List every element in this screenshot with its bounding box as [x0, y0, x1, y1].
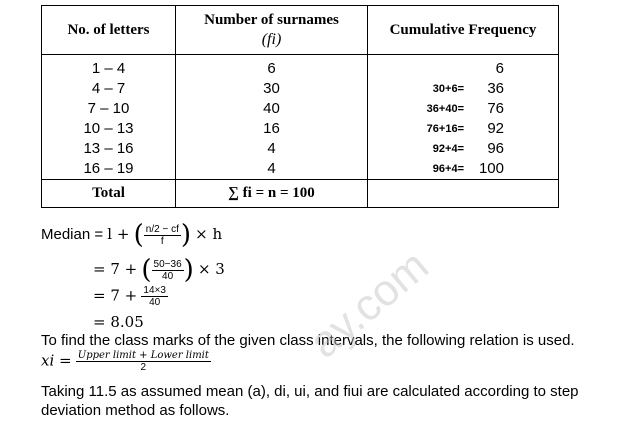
median-label: Median =	[41, 225, 104, 243]
cumulative-row	[368, 59, 558, 79]
total-empty-cell	[368, 180, 559, 208]
frequencies-cell	[176, 55, 368, 180]
cumulative-value: 100	[478, 160, 504, 177]
table-body-row	[42, 55, 559, 180]
frequency-table	[41, 5, 559, 208]
classmark-text: To find the class marks of the given class intervals, the following relation is used.	[41, 332, 575, 349]
interval-value: 16 – 19	[83, 160, 134, 177]
cumulative-value: 6	[495, 60, 504, 77]
step2-den: 40	[149, 297, 161, 308]
step-deviation-text-2: deviation method as follows.	[41, 402, 230, 419]
cumulative-calc	[398, 59, 464, 79]
interval-value: 10 – 13	[83, 120, 134, 137]
step1-prefix: = 7 +	[93, 259, 138, 278]
median-frac-den: f	[160, 235, 164, 247]
frequency-value: 30	[263, 80, 280, 97]
cumulative-list	[368, 55, 558, 179]
step1-times: × 3	[197, 259, 225, 278]
step1-fraction	[152, 259, 184, 282]
intervals-cell	[42, 55, 176, 180]
xi-formula-line	[41, 350, 211, 373]
frequency-value: 40	[263, 100, 280, 117]
cumulative-value: 92	[487, 120, 504, 137]
cumulative-value: 36	[487, 80, 504, 97]
median-step-2	[93, 285, 168, 308]
frequency-value: 6	[267, 60, 276, 77]
header-surnames	[176, 6, 368, 55]
table-header-row	[42, 6, 559, 55]
step-deviation-text-1: Taking 11.5 as assumed mean (a), di, ui, and fiui are calculated according to step	[41, 383, 579, 400]
cumulative-value: 96	[487, 140, 504, 157]
step1-den: 40	[162, 270, 174, 282]
cumulative-calc: 96+4=	[432, 163, 464, 175]
cumulative-row	[368, 99, 558, 119]
cumulative-calc: 30+6=	[432, 83, 464, 95]
open-paren: (	[133, 220, 144, 250]
interval-value: 1 – 4	[91, 60, 126, 77]
frequency-value: 4	[267, 160, 276, 177]
cumulative-cell	[368, 55, 559, 180]
median-times: × h	[195, 224, 223, 243]
xi-label: xi =	[41, 351, 72, 370]
median-step-1	[93, 255, 225, 285]
frequencies-list	[176, 55, 367, 179]
step1-open-paren: (	[141, 255, 152, 285]
xi-fraction	[76, 350, 211, 373]
step2-fraction	[141, 285, 168, 308]
cumulative-row	[368, 159, 558, 179]
watermark: ay.com	[300, 240, 438, 368]
median-value: = 8.05	[93, 313, 144, 331]
step2-prefix: = 7 +	[93, 286, 138, 305]
cumulative-calc: 92+4=	[432, 143, 464, 155]
cumulative-value: 76	[487, 100, 504, 117]
interval-value: 13 – 16	[83, 140, 134, 157]
cumulative-row	[368, 139, 558, 159]
median-formula-line	[41, 220, 222, 250]
cumulative-calc: 76+16=	[426, 123, 464, 135]
frequency-value: 4	[267, 140, 276, 157]
frequency-value: 16	[263, 120, 280, 137]
median-result	[93, 313, 144, 331]
header-surnames-symbol: (fi)	[261, 31, 282, 48]
median-fraction	[144, 224, 181, 247]
total-value: ∑ fi = n = 100	[176, 180, 368, 208]
median-frac-num: n/2 − cf	[145, 223, 179, 235]
interval-value: 7 – 10	[87, 100, 130, 117]
table-total-row	[42, 180, 559, 208]
intervals-list	[42, 55, 175, 179]
xi-num: Upper limit + Lower limit	[77, 350, 209, 361]
cumulative-row	[368, 119, 558, 139]
close-paren: )	[180, 220, 191, 250]
header-surnames-label: Number of surnames	[204, 12, 339, 28]
step2-num: 14×3	[143, 285, 166, 296]
step1-close-paren: )	[183, 255, 194, 285]
step1-num: 50−36	[153, 258, 182, 270]
xi-den: 2	[140, 362, 147, 373]
median-l: l +	[107, 224, 130, 243]
cumulative-calc: 36+40=	[426, 103, 464, 115]
cumulative-row	[368, 79, 558, 99]
header-cumulative: Cumulative Frequency	[368, 6, 559, 55]
interval-value: 4 – 7	[91, 80, 126, 97]
total-label: Total	[42, 180, 176, 208]
header-letters: No. of letters	[42, 6, 176, 55]
